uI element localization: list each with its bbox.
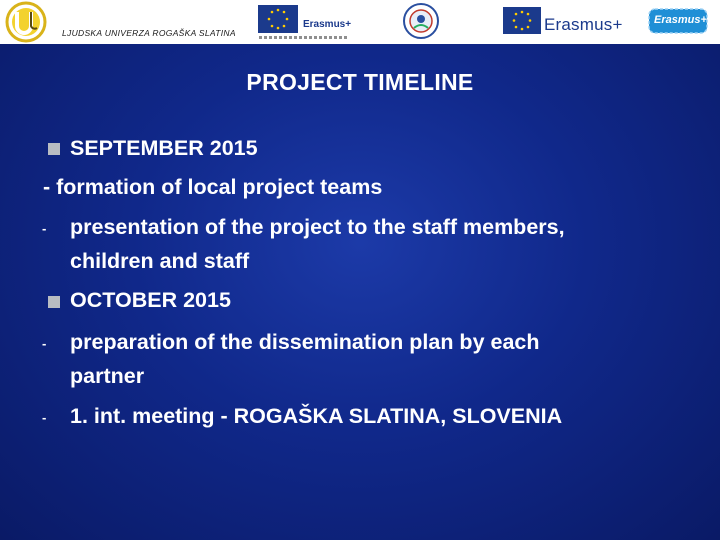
timeline-item: 1. int. meeting - ROGAŠKA SLATINA, SLOVENIA	[70, 404, 563, 428]
bullet-dash-icon: -	[42, 410, 47, 425]
timeline-month: OCTOBER 2015	[70, 288, 231, 312]
bullet-dash-icon: -	[42, 221, 47, 236]
timeline-item-continued: children and staff	[70, 249, 250, 273]
erasmus-label-large: Erasmus+	[544, 15, 623, 34]
university-name: LJUDSKA UNIVERZA ROGAŠKA SLATINA	[62, 28, 236, 38]
bullet-dash-icon: -	[42, 336, 47, 351]
bullet-square-icon	[48, 143, 60, 155]
timeline-item: preparation of the dissemination plan by each	[70, 330, 540, 354]
erasmus-label-small: Erasmus+	[303, 19, 352, 30]
logo-banner	[0, 0, 720, 44]
school-badge-icon	[402, 2, 440, 40]
eu-flag-icon	[503, 7, 541, 34]
slide-title: PROJECT TIMELINE	[246, 69, 474, 95]
eu-caption-strip	[259, 36, 349, 39]
timeline-item: - formation of local project teams	[43, 175, 383, 199]
erasmus-badge-label: Erasmus+	[654, 14, 707, 26]
timeline-item: presentation of the project to the staff members,	[70, 215, 565, 239]
timeline-month: SEPTEMBER 2015	[70, 136, 258, 160]
timeline-item-continued: partner	[70, 364, 145, 388]
eu-flag-icon	[258, 5, 298, 33]
university-logo-icon	[2, 1, 54, 43]
bullet-square-icon	[48, 296, 60, 308]
